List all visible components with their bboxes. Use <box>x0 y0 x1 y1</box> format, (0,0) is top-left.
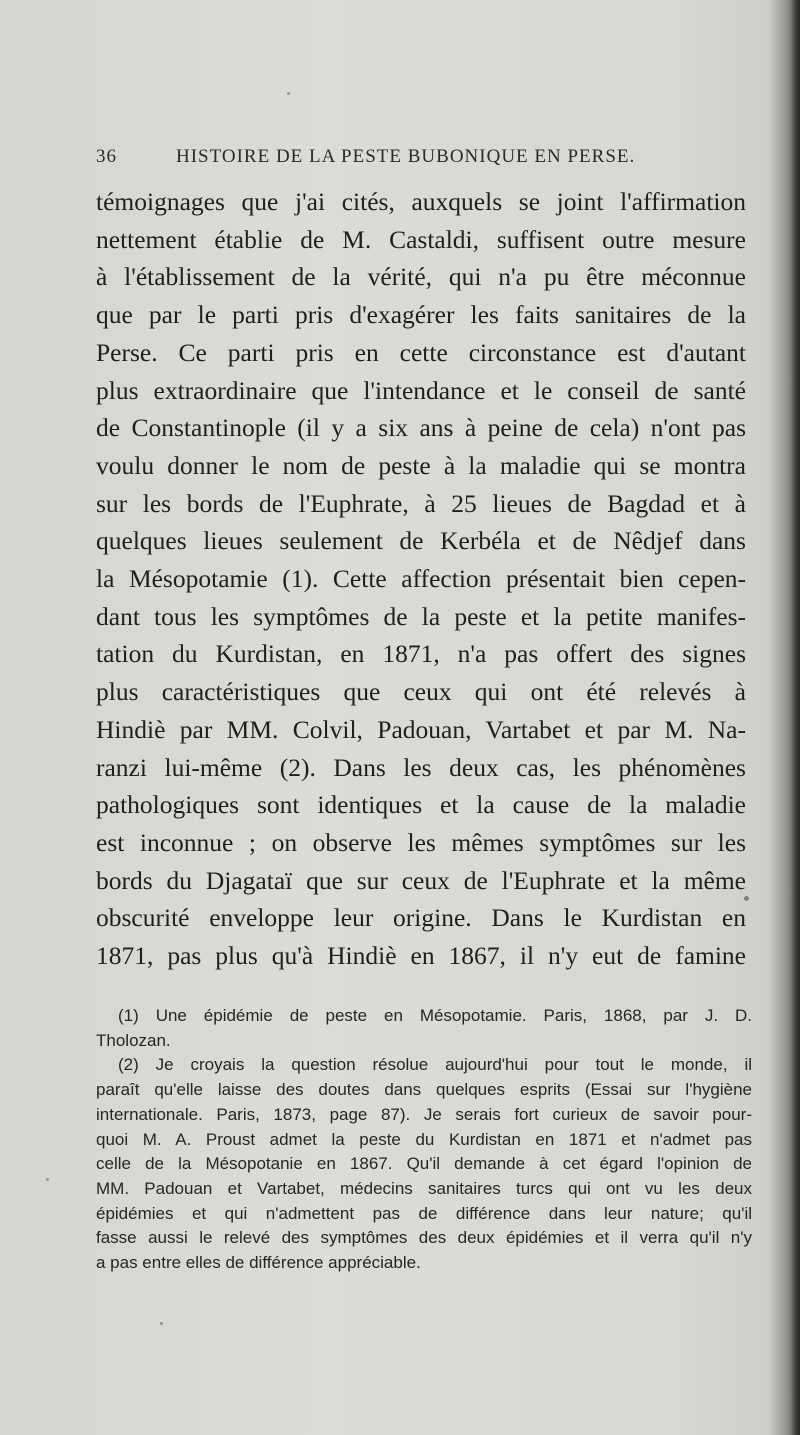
text-line: plus caractéristiques que ceux qui ont été relevés à <box>96 677 746 707</box>
footnote-2-line: MM. Padouan et Vartabet, médecins sanitaires turcs qui ont vu les deux <box>96 1178 752 1198</box>
text-line: voulu donner le nom de peste à la maladie qui se montra <box>96 450 746 480</box>
paper-speck <box>160 1322 163 1325</box>
text-line: plus extraordinaire que l'intendance et le conseil de santé <box>96 375 746 405</box>
text-line: pathologiques sont identiques et la cause de la maladie <box>96 790 746 820</box>
text-line: 1871, pas plus qu'à Hindiè en 1867, il n'y eut de famine <box>96 941 746 971</box>
running-title: HISTOIRE DE LA PESTE BUBONIQUE EN PERSE. <box>176 146 636 167</box>
text-line: obscurité enveloppe leur origine. Dans le Kurdistan en <box>96 903 746 933</box>
footnote-2-line: a pas entre elles de différence appréciable. <box>96 1253 421 1273</box>
text-line: nettement établie de M. Castaldi, suffisent outre mesure <box>96 224 746 254</box>
text-line: témoignages que j'ai cités, auxquels se joint l'affirmation <box>96 187 746 216</box>
text-line: est inconnue ; on observe les mêmes symptômes sur les <box>96 827 746 857</box>
main-text <box>96 183 746 975</box>
text-line: tation du Kurdistan, en 1871, n'a pas offert des signes <box>96 639 746 669</box>
page-edge-shadow <box>791 0 800 1435</box>
page-number: 36 <box>96 146 117 167</box>
footnote-2-line: paraît qu'elle laisse des doutes dans quelques esprits (Essai sur l'hygiène <box>96 1080 752 1100</box>
text-line: de Constantinople (il y a six ans à peine de cela) n'ont pas <box>96 413 746 443</box>
text-line: à l'établissement de la vérité, qui n'a pu être méconnue <box>96 262 746 292</box>
text-line: sur les bords de l'Euphrate, à 25 lieues de Bagdad et à <box>96 488 746 518</box>
footnote-2-line: épidémies et qui n'admettent pas de différence dans leur nature; qu'il <box>96 1203 752 1223</box>
text-line: que par le parti pris d'exagérer les faits sanitaires de la <box>96 300 746 330</box>
paper-speck <box>46 1178 49 1181</box>
footnote-1-line: (1) Une épidémie de peste en Mésopotamie. Paris, 1868, par J. D. <box>118 1006 752 1025</box>
footnote-2-line: (2) Je croyais la question résolue aujourd'hui pour tout le monde, il <box>118 1055 752 1075</box>
footnotes <box>96 1004 752 1276</box>
footnote-2-line: fasse aussi le relevé des symptômes des deux épidémies et il verra qu'il n'y <box>96 1228 752 1248</box>
paper-speck <box>744 896 749 901</box>
footnote-2-line: quoi M. A. Proust admet la peste du Kurdistan en 1871 et n'admet pas <box>96 1129 752 1149</box>
text-line: Perse. Ce parti pris en cette circonstance est d'autant <box>96 337 746 367</box>
text-line: la Mésopotamie (1). Cette affection présentait bien cepen- <box>96 564 746 594</box>
footnote-2-line: celle de la Mésopotanie en 1867. Qu'il demande à cet égard l'opinion de <box>96 1154 752 1174</box>
text-line: ranzi lui-même (2). Dans les deux cas, les phénomènes <box>96 752 746 782</box>
footnote-1-line: Tholozan. <box>96 1030 171 1050</box>
text-line: dant tous les symptômes de la peste et la petite manifes- <box>96 601 746 631</box>
paper-speck <box>287 92 290 95</box>
text-line: Hindiè par MM. Colvil, Padouan, Vartabet et par M. Na- <box>96 714 746 744</box>
text-line: quelques lieues seulement de Kerbéla et de Nêdjef dans <box>96 526 746 556</box>
footnote-2-line: internationale. Paris, 1873, page 87). Je serais fort curieux de savoir pour- <box>96 1104 752 1124</box>
text-line: bords du Djagataï que sur ceux de l'Euphrate et la même <box>96 865 746 895</box>
